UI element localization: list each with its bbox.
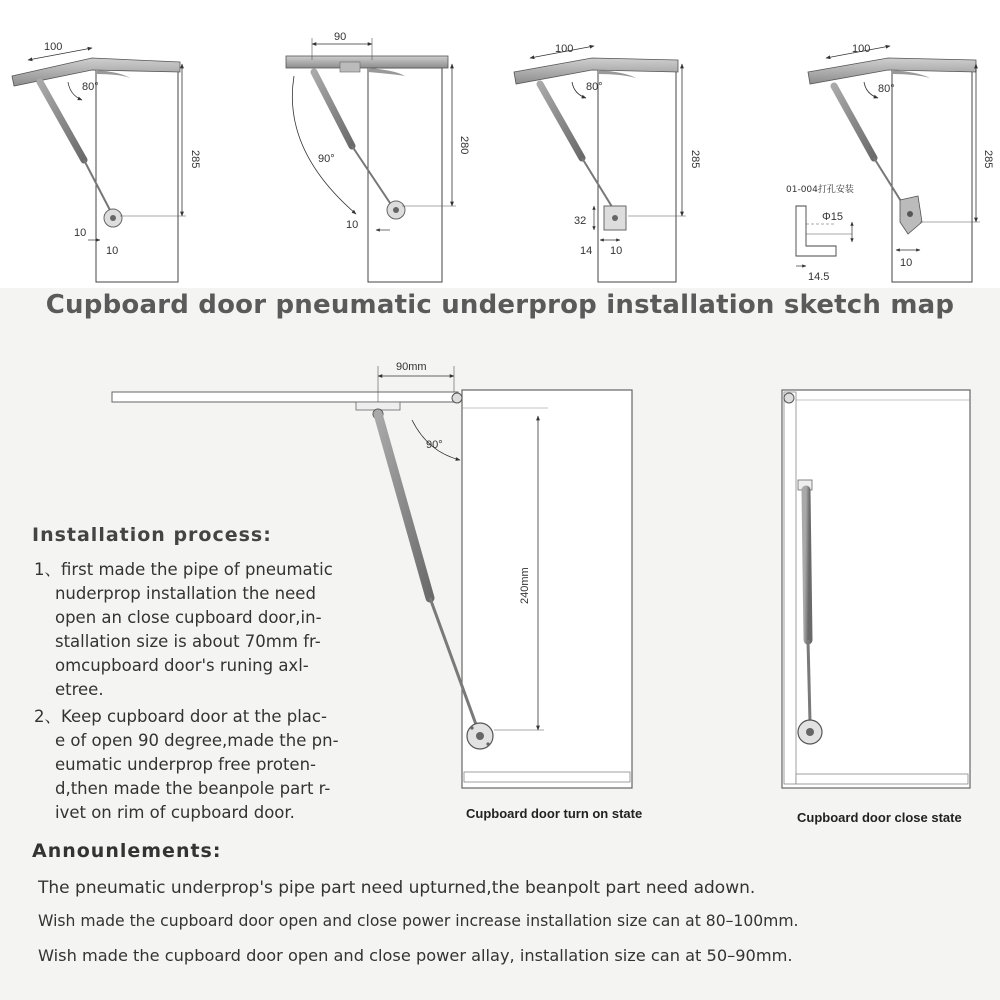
sketch-4: [786, 43, 994, 283]
announcements-heading: Announlements:: [32, 840, 222, 862]
announcement-line: The pneumatic underprop's pipe part need upturned,the beanpolt part need adown.: [38, 878, 756, 898]
offset-label-b: 10: [900, 257, 913, 269]
offset-label-a: 14: [580, 245, 593, 257]
closed-door-panel: [784, 392, 796, 784]
announcement-line: Wish made the cupboard door open and close power increase installation size can at 80–100mm.: [38, 912, 799, 930]
plate-height-label: 32: [574, 215, 587, 227]
bracket-label: 01-004打孔安装: [786, 185, 854, 195]
offset-label-b: 10: [610, 245, 623, 257]
height-label: 285: [982, 150, 994, 169]
hinge: [340, 62, 360, 72]
top-dimension-label: 90: [334, 31, 347, 43]
offset-label-a: 10: [346, 219, 359, 231]
bracket-depth-label: 14.5: [808, 271, 830, 283]
page-title: Cupboard door pneumatic underprop installation sketch map: [45, 290, 955, 320]
diameter-label: Φ15: [822, 211, 844, 223]
closed-door-pivot: [784, 393, 794, 403]
angle-label: 80°: [878, 83, 895, 95]
announcement-line: Wish made the cupboard door open and close power allay, installation size can at 50–90mm.: [38, 946, 793, 965]
installation-line: stallation size is about 70mm fr-: [34, 632, 321, 651]
sketch-1: [12, 41, 201, 282]
closed-state-diagram: [782, 390, 970, 825]
offset-label-b: 10: [106, 245, 119, 257]
installation-line: 1、first made the pipe of pneumatic: [34, 560, 333, 579]
installation-line: open an close cupboard door,in-: [34, 608, 322, 627]
door-panel: [286, 56, 448, 68]
installation-line: omcupboard door's runing axl-: [34, 656, 309, 675]
installation-line: nuderprop installation the need: [34, 584, 316, 603]
installation-line: d,then made the beanpole part r-: [34, 779, 331, 798]
installation-line: e of open 90 degree,made the pn-: [34, 731, 339, 750]
installation-line: eumatic underprop free proten-: [34, 755, 316, 774]
gas-cylinder: [378, 414, 430, 598]
closed-gas-cylinder: [806, 490, 808, 640]
offset-label-a: 10: [74, 227, 87, 239]
open-state-caption: Cupboard door turn on state: [466, 806, 643, 821]
gas-cylinder: [314, 72, 352, 146]
sketch-3: [514, 43, 701, 282]
angle-label: 80°: [82, 81, 99, 93]
installation-line: ivet on rim of cupboard door.: [34, 803, 295, 822]
angle-label: 80°: [586, 81, 603, 93]
installation-line: 2、Keep cupboard door at the plac-: [34, 707, 327, 726]
height-label: 280: [458, 136, 470, 155]
open-angle-label: 90°: [426, 439, 443, 451]
gas-cylinder: [834, 86, 874, 158]
top-dimension-label: 100: [852, 43, 871, 55]
open-door-panel: [112, 392, 458, 402]
installation-line: etree.: [34, 680, 104, 699]
top-dimension-label: 100: [44, 41, 63, 53]
gas-cylinder: [540, 84, 582, 158]
cabinet-side: [368, 68, 442, 282]
top-dimension-label: 100: [555, 43, 574, 55]
gas-cylinder: [40, 82, 84, 160]
installation-heading: Installation process:: [32, 524, 272, 546]
sketch-2: [286, 31, 470, 282]
height-label: 285: [689, 150, 701, 169]
closed-piston-rod: [808, 640, 810, 722]
open-length-label: 240mm: [519, 567, 531, 604]
open-top-dimension-label: 90mm: [396, 361, 427, 373]
door-pivot: [452, 393, 462, 403]
height-label: 285: [189, 150, 201, 169]
closed-state-caption: Cupboard door close state: [797, 810, 962, 825]
angle-label: 90°: [318, 153, 335, 165]
